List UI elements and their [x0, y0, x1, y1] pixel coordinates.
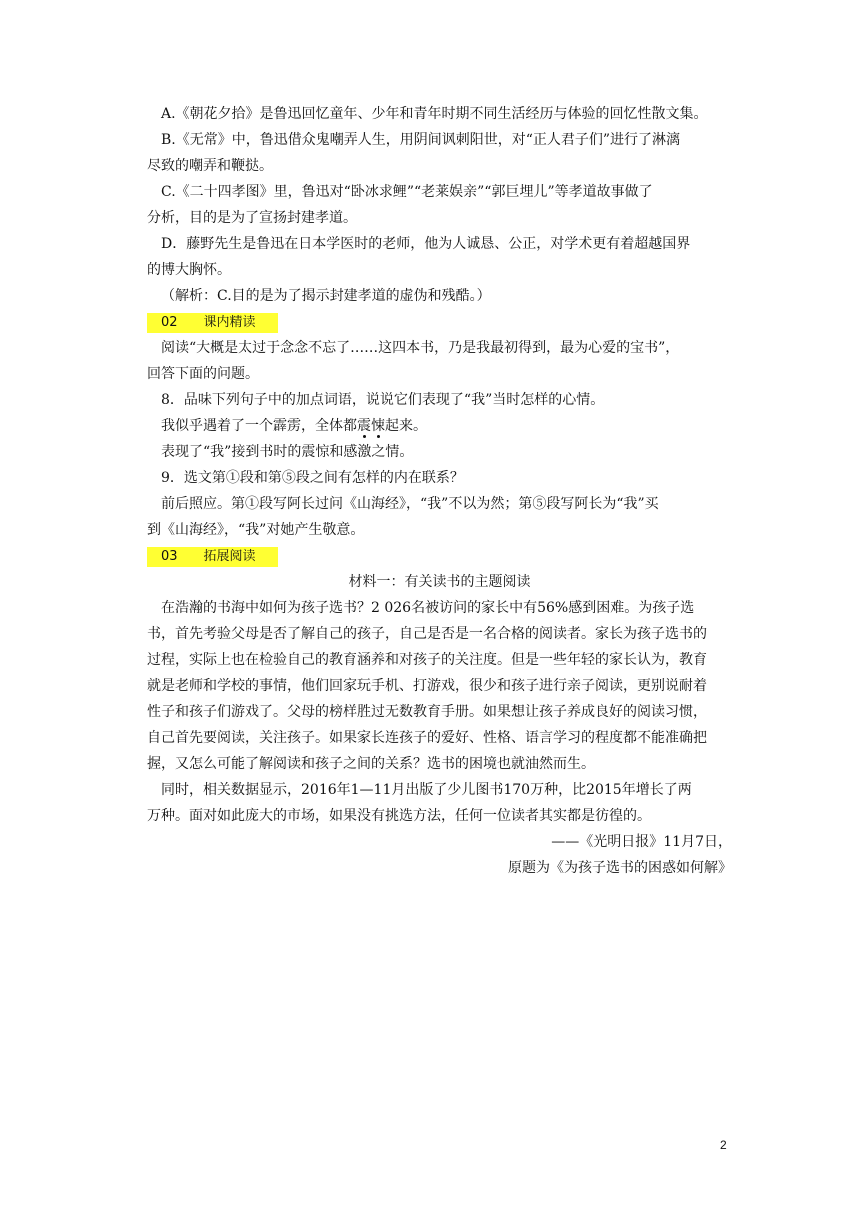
answer-9-line2: 到《山海经》，“我”对她产生敬意。: [147, 522, 365, 538]
section-title: 拓展阅读: [203, 549, 256, 564]
sentence-text: 我似乎遇着了一个霹雳，全体都: [161, 418, 357, 434]
dotted-character: 震: [357, 418, 371, 434]
option-b-line2: 尽致的嘲弄和鞭挞。: [147, 158, 273, 174]
paragraph-line: 万种。面对如此庞大的市场，如果没有挑选方法，任何一位读者其实都是彷徨的。: [147, 808, 651, 824]
question-9: 9．选文第①段和第⑤段之间有怎样的内在联系？: [161, 470, 464, 486]
question-8: 8．品味下列句子中的加点词语，说说它们表现了“我”当时怎样的心情。: [161, 392, 605, 408]
dotted-character: 悚: [371, 418, 385, 434]
answer-8: 表现了“我”接到书时的震惊和感激之情。: [161, 444, 414, 460]
answer-9-line1: 前后照应。第①段写阿长过问《山海经》，“我”不以为然；第⑤段写阿长为“我”买: [161, 496, 659, 512]
option-d-line2: 的博大胸怀。: [147, 262, 231, 278]
paragraph-line: 同时，相关数据显示，2016年1—11月出版了少儿图书170万种，比2015年增长了两: [161, 782, 692, 798]
section-header-03: [147, 543, 732, 569]
source-citation-line1: ——《光明日报》11月7日，: [551, 834, 732, 850]
paragraph-line: 就是老师和学校的事情，他们回家玩手机、打游戏，很少和孩子进行亲子阅读，更别说耐着: [147, 678, 707, 694]
option-a: A.《朝花夕拾》是鲁迅回忆童年、少年和青年时期不同生活经历与体验的回忆性散文集。: [161, 106, 708, 122]
section-title: 课内精读: [203, 315, 256, 330]
analysis-note: （解析：C.目的是为了揭示封建孝道的虚伪和残酷。）: [161, 288, 491, 304]
reading-intro-line2: 回答下面的问题。: [147, 366, 259, 382]
document-body: [147, 101, 732, 881]
paragraph-line: 自己首先要阅读，关注孩子。如果家长连孩子的爱好、性格、语言学习的程度都不能准确把: [147, 730, 707, 746]
paragraph-line: 书，首先考验父母是否了解自己的孩子，自己是否是一名合格的阅读者。家长为孩子选书的: [147, 626, 707, 642]
paragraph-line: 过程，实际上也在检验自己的教育涵养和对孩子的关注度。但是一些年轻的家长认为，教育: [147, 652, 707, 668]
paragraph-line: 在浩瀚的书海中如何为孩子选书？2 026名被访问的家长中有56%感到困难。为孩子选: [161, 600, 695, 616]
option-c-line1: C.《二十四孝图》里，鲁迅对“卧冰求鲤”“老莱娱亲”“郭巨埋儿”等孝道故事做了: [161, 184, 653, 200]
section-badge: [147, 313, 278, 333]
paragraph-line: 性子和孩子们游戏了。父母的榜样胜过无数教育手册。如果想让孩子养成良好的阅读习惯，: [147, 704, 707, 720]
sentence-text: 起来。: [385, 418, 427, 434]
option-c-line2: 分析，目的是为了宣扬封建孝道。: [147, 210, 357, 226]
section-number: 02: [161, 315, 178, 330]
section-badge: [147, 547, 278, 567]
reading-intro-line1: 阅读“大概是太过于念念不忘了……这四本书，乃是我最初得到，最为心爱的宝书”，: [161, 340, 680, 356]
page-number: 2: [720, 1138, 727, 1152]
option-b-line1: B.《无常》中，鲁迅借众鬼嘲弄人生，用阴间讽刺阳世，对“正人君子们”进行了淋漓: [161, 132, 681, 148]
paragraph-line: 握，又怎么可能了解阅读和孩子之间的关系？选书的困境也就油然而生。: [147, 756, 595, 772]
material-title: 材料一：有关读书的主题阅读: [348, 574, 531, 590]
section-number: 03: [161, 549, 178, 564]
question-8-sentence: [147, 413, 732, 439]
source-citation-line2: 原题为《为孩子选书的困惑如何解》: [508, 860, 732, 876]
option-d-line1: D．藤野先生是鲁迅在日本学医时的老师，他为人诚恳、公正，对学术更有着超越国界: [161, 236, 691, 252]
section-header-02: [147, 309, 732, 335]
